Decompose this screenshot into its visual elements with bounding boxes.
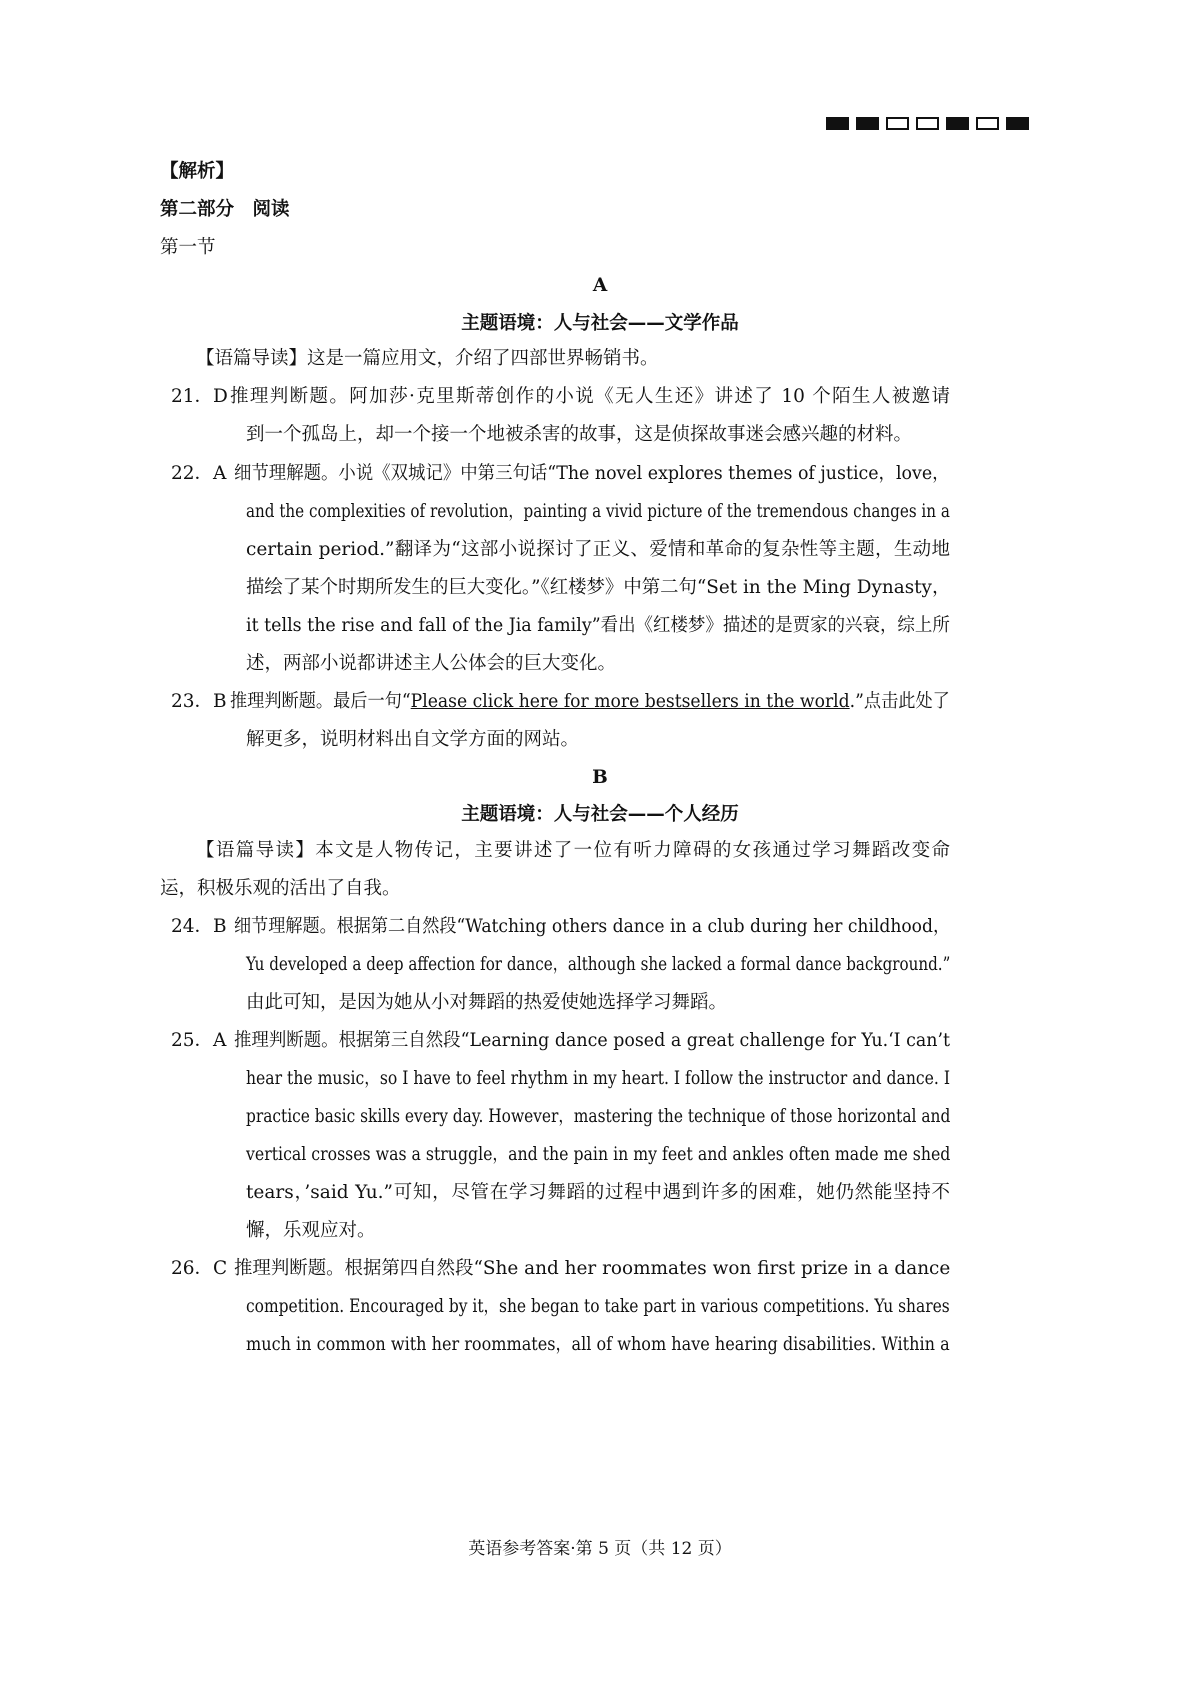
q25-line-3: practice basic skills every day. However，mastering the technique of those horizontal and: [246, 1106, 951, 1127]
q21-line-2: 到一个孤岛上，却一个接一个地被杀害的故事，这是侦探故事迷会感兴趣的材料。: [246, 424, 913, 445]
q23-line-1: [230, 690, 950, 714]
q26-line-3: much in common with her roommates，all of whom have hearing disabilities. Within a: [246, 1334, 950, 1355]
q26-line-1: 推理判断题。根据第四自然段“She and her roommates won first prize in a dance: [234, 1258, 951, 1279]
q22-line-6: 述，两部小说都讲述主人公体会的巨大变化。: [246, 653, 617, 674]
section-heading: 第一节: [160, 237, 216, 258]
passage-b-intro-line-2: 运，积极乐观的活出了自我。: [160, 878, 401, 899]
q23-line-2: 解更多，说明材料出自文学方面的网站。: [246, 729, 580, 750]
passage-b-letter: B: [592, 767, 608, 788]
hollow-block-mark: [976, 117, 999, 130]
q26-line-2: competition. Encouraged by it，she began to take part in various competitions. Yu shares: [246, 1296, 950, 1317]
q22-line-1: 细节理解题。小说《双城记》中第三句话“The novel explores themes of justice，love，: [234, 463, 950, 484]
q24-label: 24．B: [171, 916, 227, 937]
q21-label: 21．D: [171, 386, 228, 407]
q24-line-3: 由此可知，是因为她从小对舞蹈的热爱使她选择学习舞蹈。: [246, 992, 728, 1013]
q22-line-4: 描绘了某个时期所发生的巨大变化。”《红楼梦》中第二句“Set in the Ming Dynasty，: [246, 577, 951, 598]
filled-block-mark: [1006, 117, 1029, 130]
passage-b-intro-line-1: 【语篇导读】本文是人物传记，主要讲述了一位有听力障碍的女孩通过学习舞蹈改变命: [196, 840, 950, 861]
q21-line-1: 推理判断题。阿加莎·克里斯蒂创作的小说《无人生还》讲述了 10 个陌生人被邀请: [230, 386, 950, 407]
passage-a-intro: 【语篇导读】这是一篇应用文，介绍了四部世界畅销书。: [196, 348, 659, 369]
filled-block-mark: [856, 117, 879, 130]
passage-b-theme: 主题语境：人与社会——个人经历: [461, 804, 739, 825]
q22-line-5: it tells the rise and fall of the Jia family”看出《红楼梦》描述的是贾家的兴衰，综上所: [246, 615, 950, 636]
q23-text-post: .”点击此处了: [849, 691, 950, 712]
section-label-jiexi: 【解析】: [160, 161, 235, 182]
q25-line-2: hear the music，so I have to feel rhythm in my heart. I follow the instructor and dance. I: [246, 1068, 950, 1089]
q22-line-3: certain period.”翻译为“这部小说探讨了正义、爱情和革命的复杂性等主题，生动地: [246, 539, 950, 560]
q25-label: 25．A: [171, 1030, 227, 1051]
q24-line-2: Yu developed a deep affection for dance，although she lacked a formal dance background.”: [246, 954, 951, 975]
q25-line-5: tears，’said Yu.”可知，尽管在学习舞蹈的过程中遇到许多的困难，她仍然能坚持不: [246, 1182, 950, 1203]
q22-line-2: and the complexities of revolution，painting a vivid picture of the tremendous changes in a: [246, 501, 950, 522]
hollow-block-mark: [916, 117, 939, 130]
q23-label: 23．B: [171, 691, 227, 712]
q23-text-pre: 推理判断题。最后一句“: [230, 691, 411, 712]
q24-line-1: 细节理解题。根据第二自然段“Watching others dance in a club during her childhood，: [234, 916, 951, 937]
q23-quoted-link-text: Please click here for more bestsellers in the world: [410, 691, 850, 712]
q25-line-6: 懈，乐观应对。: [246, 1220, 376, 1241]
q26-label: 26．C: [171, 1258, 228, 1279]
hollow-block-mark: [886, 117, 909, 130]
filled-block-mark: [946, 117, 969, 130]
page-footer: 英语参考答案·第 5 页（共 12 页）: [468, 1539, 732, 1559]
q25-line-4: vertical crosses was a struggle，and the pain in my feet and ankles often made me shed: [246, 1144, 951, 1165]
filled-block-mark: [826, 117, 849, 130]
q22-label: 22．A: [171, 463, 227, 484]
part-heading: 第二部分 阅读: [160, 199, 290, 220]
passage-a-letter: A: [592, 275, 608, 296]
q25-line-1: 推理判断题。根据第三自然段“Learning dance posed a great challenge for Yu.‘I can’t: [234, 1030, 951, 1051]
passage-a-theme: 主题语境：人与社会——文学作品: [461, 313, 739, 334]
